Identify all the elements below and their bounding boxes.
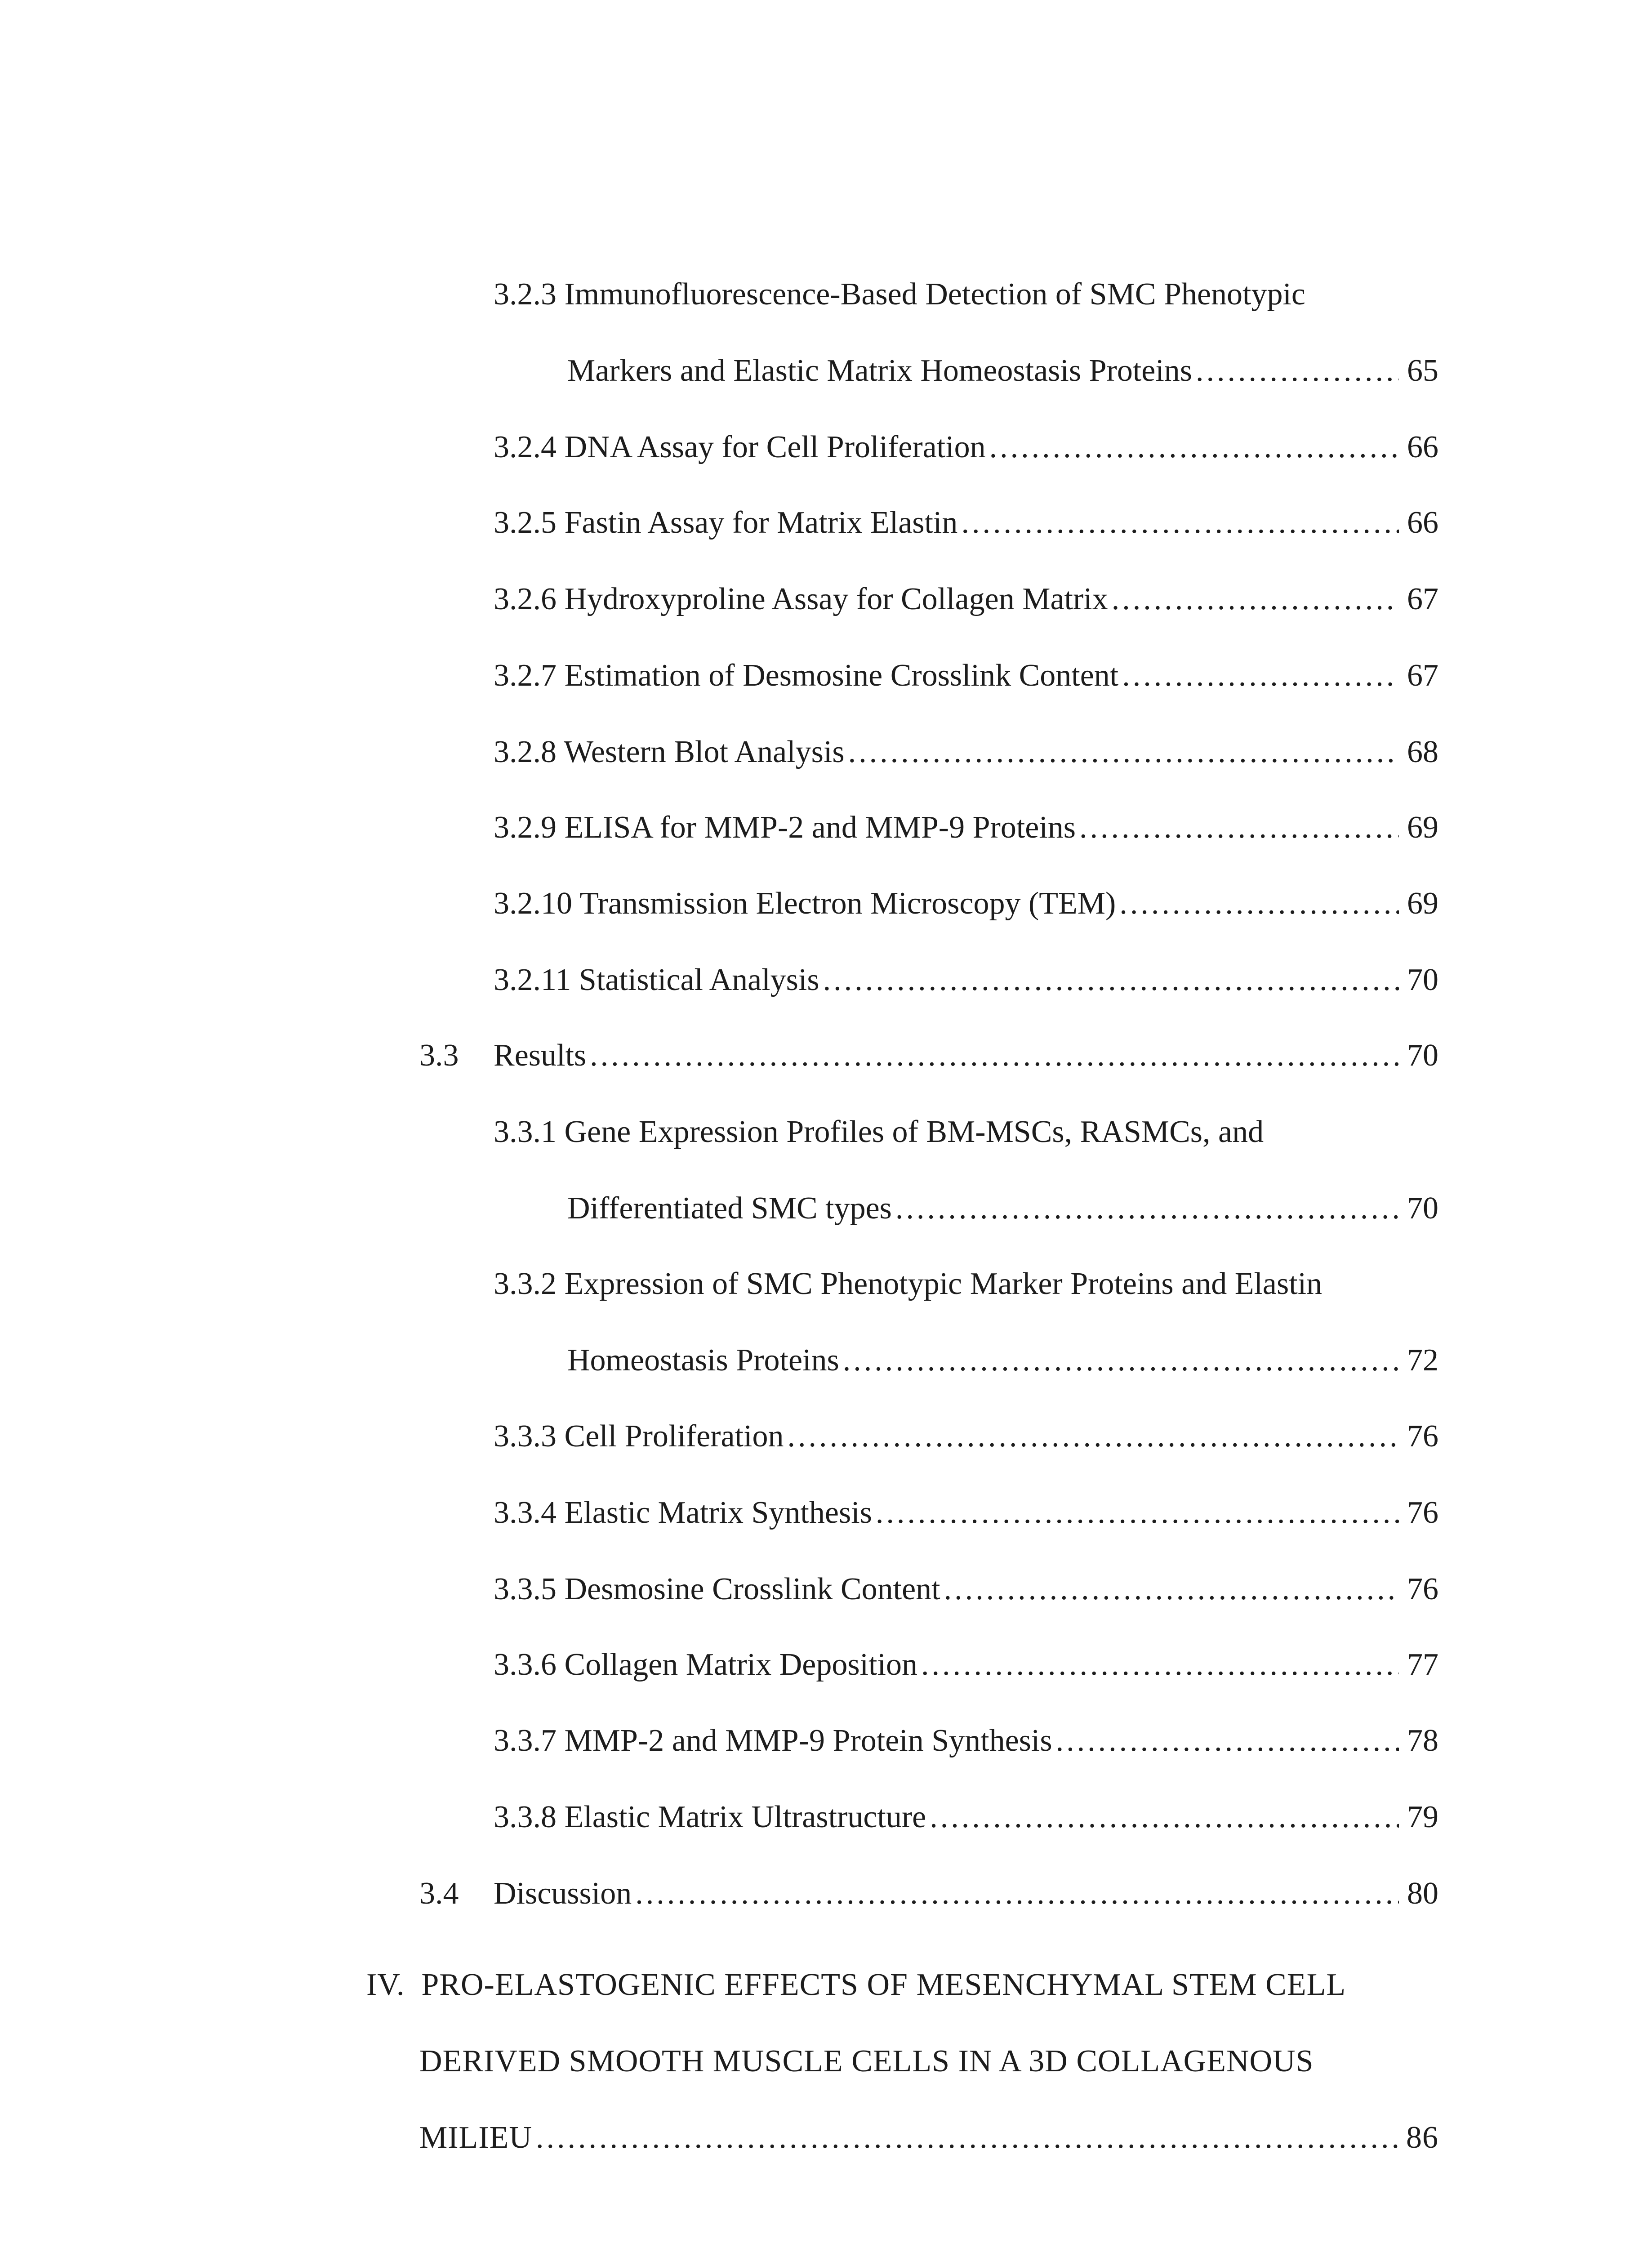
toc-entry-text: MILIEU xyxy=(419,2120,532,2155)
toc-entry-3-3-6 xyxy=(494,1640,1438,1690)
toc-page-number: 79 xyxy=(1407,1800,1438,1834)
toc-entry-3-4 xyxy=(419,1869,1438,1918)
toc-entry-text: 3.2.6 Hydroxyproline Assay for Collagen Matrix xyxy=(494,582,1108,616)
toc-page-number: 66 xyxy=(1407,430,1438,464)
toc-entry-text: 3.2.7 Estimation of Desmosine Crosslink Content xyxy=(494,658,1119,693)
toc-page-number: 66 xyxy=(1407,505,1438,540)
dot-leader xyxy=(1079,803,1399,852)
toc-page-number: 80 xyxy=(1407,1876,1438,1911)
toc-section-number: 3.3 xyxy=(419,1038,459,1073)
toc-entry-3-2-3-cont xyxy=(567,346,1438,396)
toc-entry-text: 3.3.6 Collagen Matrix Deposition xyxy=(494,1647,917,1682)
dot-leader xyxy=(635,1869,1399,1918)
toc-page-number: 67 xyxy=(1407,582,1438,616)
toc-entry-text: 3.3.7 MMP-2 and MMP-9 Protein Synthesis xyxy=(494,1723,1052,1758)
toc-entry-text: DERIVED SMOOTH MUSCLE CELLS IN A 3D COLLAGENOUS xyxy=(419,2044,1314,2079)
toc-entry-3-3-4 xyxy=(494,1488,1438,1538)
dot-leader xyxy=(843,1336,1399,1385)
toc-entry-text: Homeostasis Proteins xyxy=(567,1343,839,1378)
toc-entry-3-2-10 xyxy=(494,879,1438,928)
toc-entry-text: 3.3.3 Cell Proliferation xyxy=(494,1419,784,1454)
toc-entry-3-3-2-cont xyxy=(567,1336,1438,1385)
toc-page-number: 76 xyxy=(1407,1572,1438,1606)
toc-entry-text: Markers and Elastic Matrix Homeostasis Proteins xyxy=(567,353,1193,388)
toc-page-number: 67 xyxy=(1407,658,1438,693)
toc-entry-text: 3.2.10 Transmission Electron Microscopy (TEM) xyxy=(494,886,1116,921)
toc-entry-text: IV. PRO-ELASTOGENIC EFFECTS OF MESENCHYMAL STEM CELL xyxy=(366,1967,1346,2002)
toc-page-number: 69 xyxy=(1407,810,1438,845)
toc-entry-text: 3.3.5 Desmosine Crosslink Content xyxy=(494,1572,940,1606)
toc-entry-text: 3.2.9 ELISA for MMP-2 and MMP-9 Proteins xyxy=(494,810,1076,845)
dot-leader xyxy=(823,955,1399,1005)
dot-leader xyxy=(1119,879,1399,928)
toc-entry-text: 3.2.3 Immunofluorescence-Based Detection of SMC Phenotypic xyxy=(494,277,1305,312)
toc-chapter-iv xyxy=(366,1960,1438,2010)
dot-leader xyxy=(921,1640,1399,1690)
toc-entry-text: 3.2.8 Western Blot Analysis xyxy=(494,735,845,769)
toc-page-number: 72 xyxy=(1407,1343,1438,1378)
toc-chapter-iv-cont-2 xyxy=(419,2113,1438,2163)
toc-entry-3-2-4 xyxy=(494,423,1438,472)
toc-page-number: 76 xyxy=(1407,1419,1438,1454)
toc-page-number: 65 xyxy=(1407,353,1438,388)
toc-entry-3-3-1 xyxy=(494,1107,1438,1157)
toc-page-number: 70 xyxy=(1407,1191,1438,1226)
dot-leader xyxy=(787,1412,1399,1461)
toc-page-number: 70 xyxy=(1407,963,1438,997)
toc-entry-3-3-2 xyxy=(494,1259,1438,1309)
toc-entry-3-2-5 xyxy=(494,498,1438,548)
toc-page-number: 68 xyxy=(1407,735,1438,769)
toc-entry-text: 3.2.5 Fastin Assay for Matrix Elastin xyxy=(494,505,958,540)
toc-entry-3-2-9 xyxy=(494,803,1438,852)
toc-entry-text: 3.3.8 Elastic Matrix Ultrastructure xyxy=(494,1800,926,1834)
toc-entry-3-3-1-cont xyxy=(567,1184,1438,1233)
dot-leader xyxy=(1056,1716,1399,1766)
toc-entry-3-3-5 xyxy=(494,1565,1438,1614)
toc-entry-3-2-6 xyxy=(494,575,1438,624)
toc-page-number: 69 xyxy=(1407,886,1438,921)
toc-entry-text: Discussion xyxy=(494,1876,632,1911)
toc-entry-3-2-7 xyxy=(494,651,1438,700)
toc-entry-3-2-3 xyxy=(494,270,1438,319)
toc-page-number: 86 xyxy=(1406,2120,1438,2155)
toc-page-number: 76 xyxy=(1407,1495,1438,1530)
dot-leader xyxy=(895,1184,1399,1233)
toc-entry-3-3 xyxy=(419,1031,1438,1080)
dot-leader xyxy=(1122,651,1399,700)
toc-entry-text: Results xyxy=(494,1038,587,1073)
dot-leader xyxy=(590,1031,1399,1080)
dot-leader xyxy=(1112,575,1399,624)
toc-section-number: 3.4 xyxy=(419,1876,459,1911)
toc-entry-3-3-8 xyxy=(494,1793,1438,1842)
dot-leader xyxy=(989,423,1399,472)
toc-entry-3-3-3 xyxy=(494,1412,1438,1461)
toc-entry-text: 3.2.4 DNA Assay for Cell Proliferation xyxy=(494,430,986,464)
toc-entry-text: Differentiated SMC types xyxy=(567,1191,892,1226)
dot-leader xyxy=(536,2113,1399,2163)
dot-leader xyxy=(876,1488,1399,1538)
toc-entry-text: 3.3.4 Elastic Matrix Synthesis xyxy=(494,1495,872,1530)
toc-page-number: 77 xyxy=(1407,1647,1438,1682)
dot-leader xyxy=(1196,346,1399,396)
dot-leader xyxy=(930,1793,1399,1842)
toc-entry-text: 3.2.11 Statistical Analysis xyxy=(494,963,819,997)
dot-leader xyxy=(848,727,1399,777)
toc-entry-3-2-11 xyxy=(494,955,1438,1005)
toc-entry-text: 3.3.1 Gene Expression Profiles of BM-MSCs, RASMCs, and xyxy=(494,1115,1264,1149)
toc-entry-3-3-7 xyxy=(494,1716,1438,1766)
dot-leader xyxy=(961,498,1399,548)
toc-page-number: 70 xyxy=(1407,1038,1438,1073)
toc-chapter-iv-cont-1 xyxy=(419,2037,1438,2086)
dot-leader xyxy=(944,1565,1399,1614)
toc-page-number: 78 xyxy=(1407,1723,1438,1758)
toc-entry-text: 3.3.2 Expression of SMC Phenotypic Marker Proteins and Elastin xyxy=(494,1267,1322,1301)
toc-entry-3-2-8 xyxy=(494,727,1438,777)
